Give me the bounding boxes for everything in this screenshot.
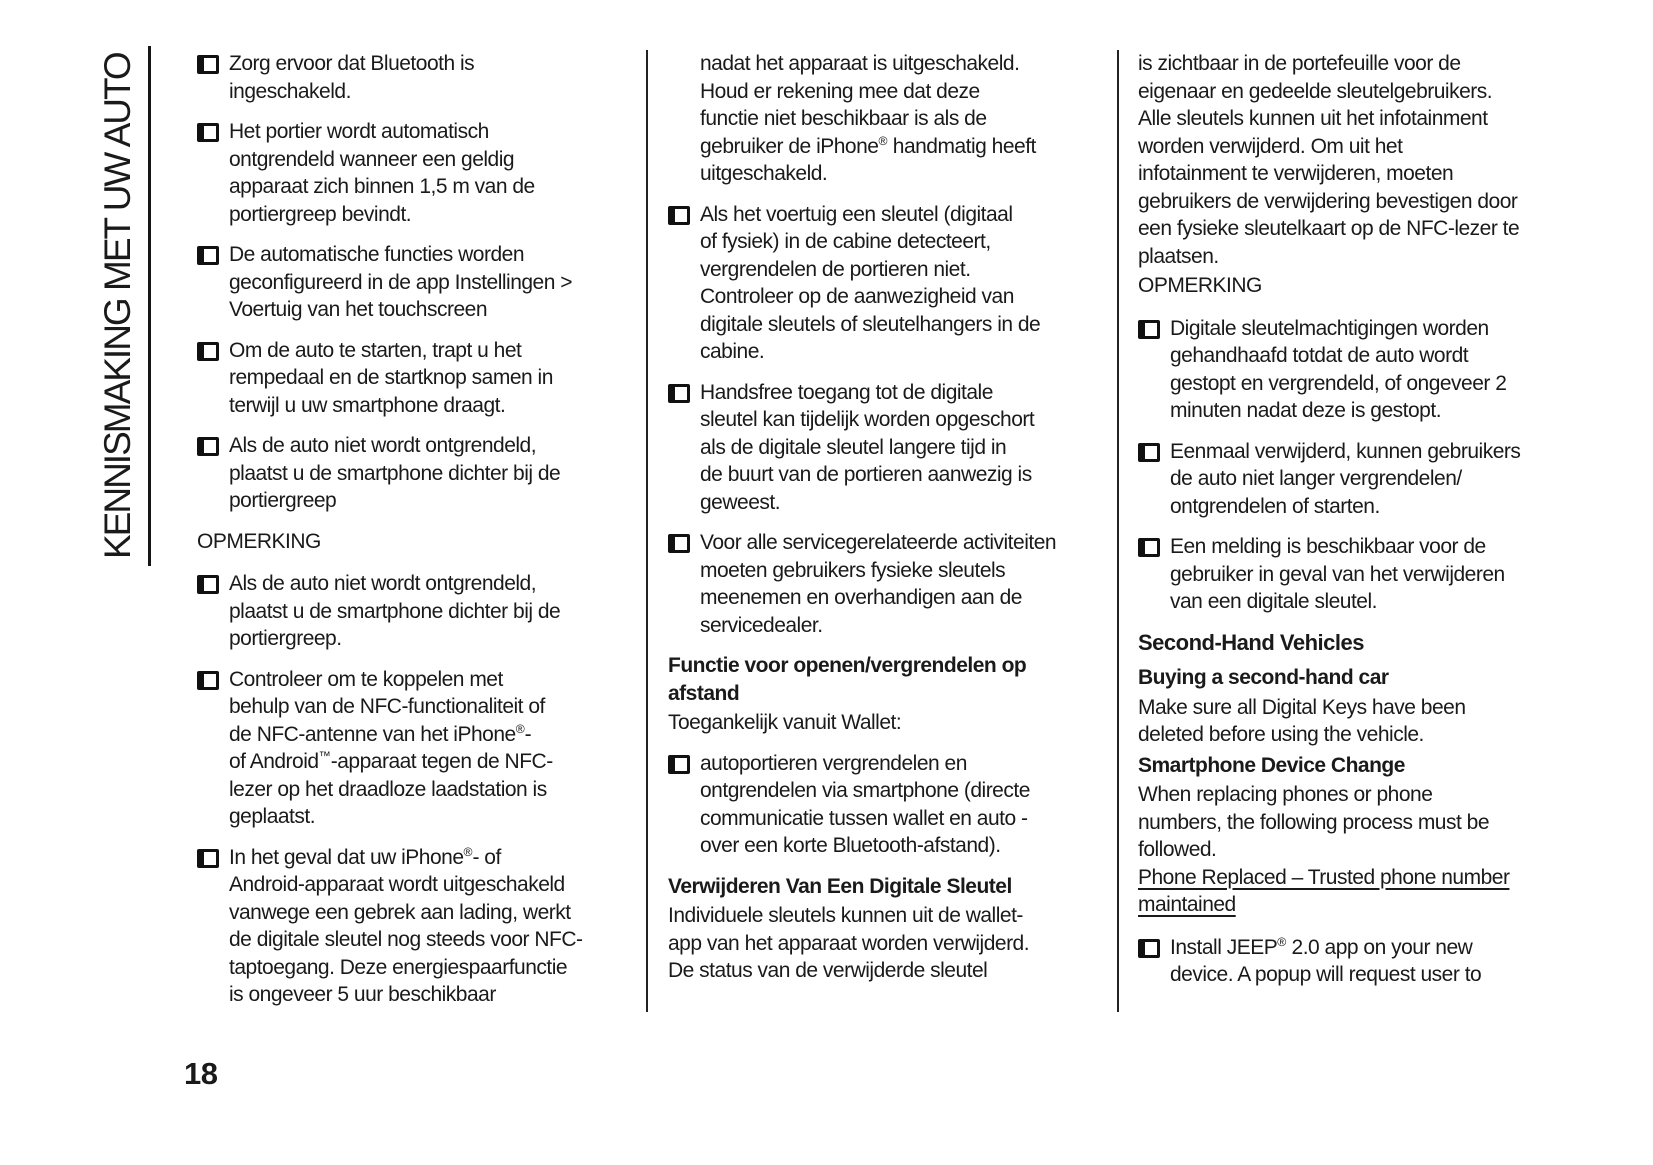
checkbox-bullet-icon: [197, 437, 219, 456]
bullet-item: [197, 666, 597, 831]
section-heading: Second-Hand Vehicles: [1138, 629, 1364, 655]
text-column-right: [1138, 50, 1538, 1002]
bullet-text: Voor alle servicegerelateerde activiteiten moeten gebruikers fysieke sleutels meenemen en overhandigen aan de servicedealer.: [700, 531, 1057, 637]
checkbox-bullet-icon: [197, 671, 219, 690]
note-heading: OPMERKING: [1138, 274, 1262, 297]
bullet-text: Het portier wordt automatisch ontgrendeld wanneer een geldig apparaat zich binnen 1,5 m van de portiergreep bevindt.: [229, 120, 535, 226]
bullet-item: [1138, 438, 1538, 521]
bullet-text: Om de auto te starten, trapt u het rempedaal en de startknop samen in terwijl u uw smartphone draagt.: [229, 338, 553, 417]
checkbox-bullet-icon: [197, 342, 219, 361]
bold-heading: Functie voor openen/vergrendelen op afstand: [668, 654, 1027, 705]
checkbox-bullet-icon: [197, 55, 219, 74]
bullet-text: autoportieren vergrendelen en ontgrendelen via smartphone (directe communicatie tussen wallet en auto - over een korte Bluetooth-afstand).: [700, 751, 1030, 857]
bullet-item: [668, 379, 1068, 517]
page-number: 18: [184, 1056, 218, 1091]
bullet-item: [197, 432, 597, 515]
bullet-text: Eenmaal verwijderd, kunnen gebruikers de auto niet langer vergrendelen/ ontgrendelen of starten.: [1170, 439, 1521, 518]
checkbox-bullet-icon: [668, 534, 690, 553]
paragraph: Toegankelijk vanuit Wallet:: [668, 711, 902, 734]
checkbox-bullet-icon: [197, 123, 219, 142]
paragraph: When replacing phones or phone numbers, the following process must be followed.: [1138, 783, 1490, 861]
note-heading: OPMERKING: [197, 529, 321, 553]
bold-heading: Smartphone Device Change: [1138, 753, 1405, 777]
text-column-middle: [668, 50, 1068, 998]
bullet-text: Als het voertuig een sleutel (digitaal of fysiek) in de cabine detecteert, vergrendelen de portieren niet. Controleer op de aanwezigheid van digitale sleutels of sleutelhangers in de cabine.: [700, 202, 1041, 363]
bullet-item: [668, 529, 1068, 639]
bullet-text: Zorg ervoor dat Bluetooth is ingeschakeld.: [229, 52, 475, 103]
sidebar-rule: [148, 46, 151, 566]
bullet-text: Als de auto niet wordt ontgrendeld, plaatst u de smartphone dichter bij de portiergreep: [229, 434, 561, 512]
bullet-item: [197, 337, 597, 420]
bullet-item: [197, 241, 597, 324]
checkbox-bullet-icon: [197, 849, 219, 868]
paragraph: Make sure all Digital Keys have been deleted before using the vehicle.: [1138, 695, 1466, 746]
checkbox-bullet-icon: [197, 246, 219, 265]
bullet-text: In het geval dat uw iPhone®- of Android-apparaat wordt uitgeschakeld vanwege een gebrek aan lading, werkt de digitale sleutel nog steeds voor NFC- taptoegang. Deze energiespaarfunctie is ongeveer 5 uur beschikbaar: [229, 844, 583, 1006]
chapter-sidebar-title: KENNISMAKING MET UW AUTO: [97, 53, 138, 559]
bullet-text: Een melding is beschikbaar voor de gebruiker in geval van het verwijderen van een digitale sleutel.: [1170, 535, 1505, 613]
bold-heading: Buying a second-hand car: [1138, 666, 1389, 689]
bullet-item: [197, 844, 597, 1009]
bullet-text: Install JEEP® 2.0 app on your new device. A popup will request user to: [1170, 934, 1482, 986]
bullet-item: [1138, 533, 1538, 616]
bullet-text: Als de auto niet wordt ontgrendeld, plaatst u de smartphone dichter bij de portiergreep.: [229, 572, 561, 650]
bullet-item: [1138, 934, 1538, 989]
checkbox-bullet-icon: [668, 206, 690, 225]
bullet-item: [197, 570, 597, 653]
bullet-item: [668, 201, 1068, 366]
checkbox-bullet-icon: [1138, 538, 1160, 557]
bullet-text: Controleer om te koppelen met behulp van de NFC-functionaliteit of de NFC-antenne van het iPhone®- of Android™-apparaat tegen de NFC- lezer op het draadloze laadstation is geplaatst.: [229, 667, 553, 828]
underlined-paragraph: Phone Replaced – Trusted phone number maintained: [1138, 865, 1510, 916]
checkbox-bullet-icon: [197, 575, 219, 594]
bullet-text: De automatische functies worden geconfigureerd in de app Instellingen > Voertuig van het touchscreen: [229, 243, 573, 321]
bullet-text: Digitale sleutelmachtigingen worden gehandhaafd totdat de auto wordt gestopt en vergrendeld, of ongeveer 2 minuten nadat deze is gestopt.: [1170, 316, 1507, 422]
bullet-item: [668, 750, 1068, 860]
bold-heading: Verwijderen Van Een Digitale Sleutel: [668, 874, 1012, 898]
paragraph: is zichtbaar in de portefeuille voor de eigenaar en gedeelde sleutelgebruikers. Alle sleutels kunnen uit het infotainment worden verwijderd. Om uit het infotainment te verwijderen, moeten gebruikers de verwijdering bevestigen door een fysieke sleutelkaart op de NFC-lezer te plaatsen.: [1138, 52, 1520, 268]
checkbox-bullet-icon: [668, 755, 690, 774]
checkbox-bullet-icon: [668, 384, 690, 403]
checkbox-bullet-icon: [1138, 939, 1160, 958]
checkbox-bullet-icon: [1138, 320, 1160, 339]
checkbox-bullet-icon: [1138, 443, 1160, 462]
bullet-item: [1138, 315, 1538, 425]
bullet-item: [197, 118, 597, 228]
bullet-item: [197, 50, 597, 105]
text-column-left: [197, 50, 597, 1022]
paragraph: Individuele sleutels kunnen uit de wallet- app van het apparaat worden verwijderd. De status van de verwijderde sleutel: [668, 904, 1030, 982]
bullet-text: Handsfree toegang tot de digitale sleutel kan tijdelijk worden opgeschort als de digitale sleutel langere tijd in de buurt van de portieren aanwezig is geweest.: [700, 380, 1035, 514]
column-divider: [646, 50, 648, 1012]
continuation-paragraph: nadat het apparaat is uitgeschakeld. Houd er rekening mee dat deze functie niet beschikbaar is als de gebruiker de iPhone® handmatig heeft uitgeschakeld.: [700, 52, 1036, 185]
column-divider: [1117, 50, 1119, 1012]
